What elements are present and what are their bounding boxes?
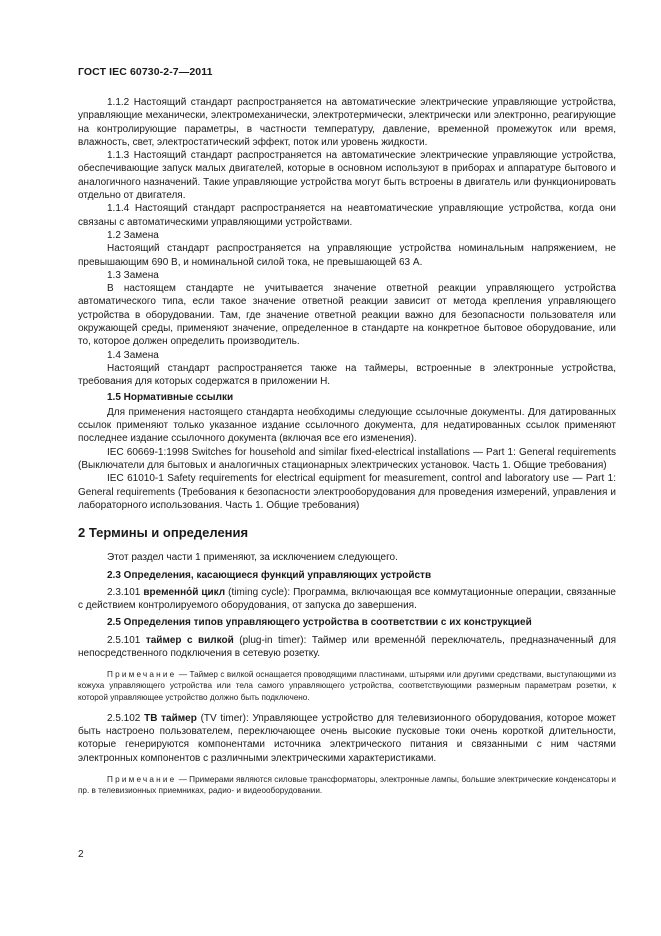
page-header: ГОСТ IEC 60730-2-7—2011	[78, 66, 213, 78]
clause-1-4-heading: 1.4 Замена	[107, 349, 159, 361]
clause-1-5-heading: 1.5 Нормативные ссылки	[107, 391, 234, 403]
definition-number: 2.5.101	[107, 634, 141, 646]
definition-term: таймер с вилкой	[145, 634, 234, 646]
clause-2-5-heading: 2.5 Определения типов управляющего устройства в соответствии с их конструкцией	[107, 617, 532, 629]
clause-2-3-heading: 2.3 Определения, касающиеся функций управляющих устройств	[107, 569, 432, 581]
paragraph-1-1-4: 1.1.4 Настоящий стандарт распространяется на неавтоматические управляющие устройства, когда они связаны с автоматическими управляющими устройствами.	[78, 203, 616, 228]
note-text: — Примерами являются силовые трансформаторы, электронные лампы, большие электрические конденсаторы и пр. в телевизионных приемниках, радио- и видеооборудовании.	[78, 775, 616, 796]
definition-term: ТВ таймер	[144, 712, 197, 724]
definition-2-3-101	[78, 586, 616, 613]
note-label: Примечание	[107, 775, 177, 785]
reference-iec-60669: IEC 60669-1:1998 Switches for household and similar fixed-electrical installations — Part 1: General requirements (Выключатели для бытовых и аналогичных стационарных электрических установок. Часть 1. Общие требования)	[78, 446, 616, 472]
reference-iec-61010: IEC 61010-1 Safety requirements for electrical equipment for measurement, control and laboratory use — Part 1: General requirements (Требования к безопасности электрооборудования для проведения измерений, управления и лабораторного использования. Часть 1. Общие требования)	[78, 473, 616, 511]
paragraph-1-1-3: 1.1.3 Настоящий стандарт распространяется на автоматические электрические управляющие устройства, обеспечивающие запуск малых двигателей, которые в основном используют в приборах и аппаратуре бытового и аналогичного назначений. Такие управляющие устройства могут быть встроены в двигатель или функционировать отдельно от двигателя.	[78, 150, 616, 202]
clause-1-2-heading: 1.2 Замена	[107, 229, 159, 241]
definition-term: временно́й цикл	[143, 586, 226, 598]
definition-number: 2.5.102	[107, 712, 141, 724]
paragraph-1-2: Настоящий стандарт распространяется на управляющие устройства номинальным напряжением, не превышающим 690 В, и номинальной силой тока, не превышающей 63 А.	[78, 243, 616, 268]
definition-number: 2.3.101	[107, 586, 141, 598]
note-label: Примечание	[107, 670, 177, 680]
note-tv-timer	[78, 774, 616, 796]
definition-text: (plug-in timer): Таймер или временно́й переключатель, предназначенный для непосредственного подключения в сетевую розетку.	[78, 634, 617, 659]
definition-2-5-102	[78, 712, 616, 765]
paragraph-1-4: Настоящий стандарт распространяется также на таймеры, встроенные в электронные устройства, требования для которых содержатся в приложении Н.	[78, 362, 616, 388]
paragraph-1-5: Для применения настоящего стандарта необходимы следующие ссылочные документы. Для датированных ссылок применяют только указанное издание ссылочного документа, для недатированных ссылок применяют последнее издание ссылочного документа (включая все его изменения).	[78, 406, 616, 445]
section-2-heading: 2 Термины и определения	[78, 525, 249, 541]
paragraph-2-intro: Этот раздел части 1 применяют, за исключением следующего.	[107, 552, 398, 564]
page-body	[78, 96, 616, 796]
page-number: 2	[78, 849, 84, 860]
clause-1-3-heading: 1.3 Замена	[107, 269, 159, 281]
note-plug-in-timer	[78, 669, 616, 703]
definition-text: (timing cycle): Программа, включающая все коммутационные операции, связанные с действием контролируемого оборудования, от запуска до завершения.	[78, 586, 616, 612]
definition-2-5-101	[78, 634, 616, 661]
definition-text: (TV timer): Управляющее устройство для телевизионного оборудования, которое может быть настроено пользователем, переключающее очень высокие пусковые токи очень короткой длительности, которые генерируются компонентами источника электрического питания и связанными с ним частями электронных компонентов с различными электрическими характеристиками.	[78, 712, 616, 764]
note-text: — Таймер с вилкой оснащается проводящими пластинами, штырями или другими средствами, выступающими из кожуха управляющего устройства или тела самого управляющего устройства, соответствующими размерным параметрам розетки, к которой управляющее устройство должно быть подключено.	[78, 670, 616, 702]
paragraph-1-1-2: 1.1.2 Настоящий стандарт распространяется на автоматические электрические управляющие устройства, управляющие механически, электромеханически, электротермически, электрически или электронно, реагирующие на контролирующие параметры, в частности температуру, давление, временной промежуток или время, влажность, свет, электростатический эффект, поток или уровень жидкости.	[78, 97, 616, 148]
paragraph-1-3: В настоящем стандарте не учитывается значение ответной реакции управляющего устройства автоматического типа, если такое значение ответной реакции зависит от метода крепления управляющего устройства в оборудовании. Там, где значение ответной реакции важно для безопасности пользователя или окружающей среды, применяют значение, определенное в стандарте на конкретное бытовое оборудование, или то, которое должен определить производитель.	[78, 283, 616, 348]
